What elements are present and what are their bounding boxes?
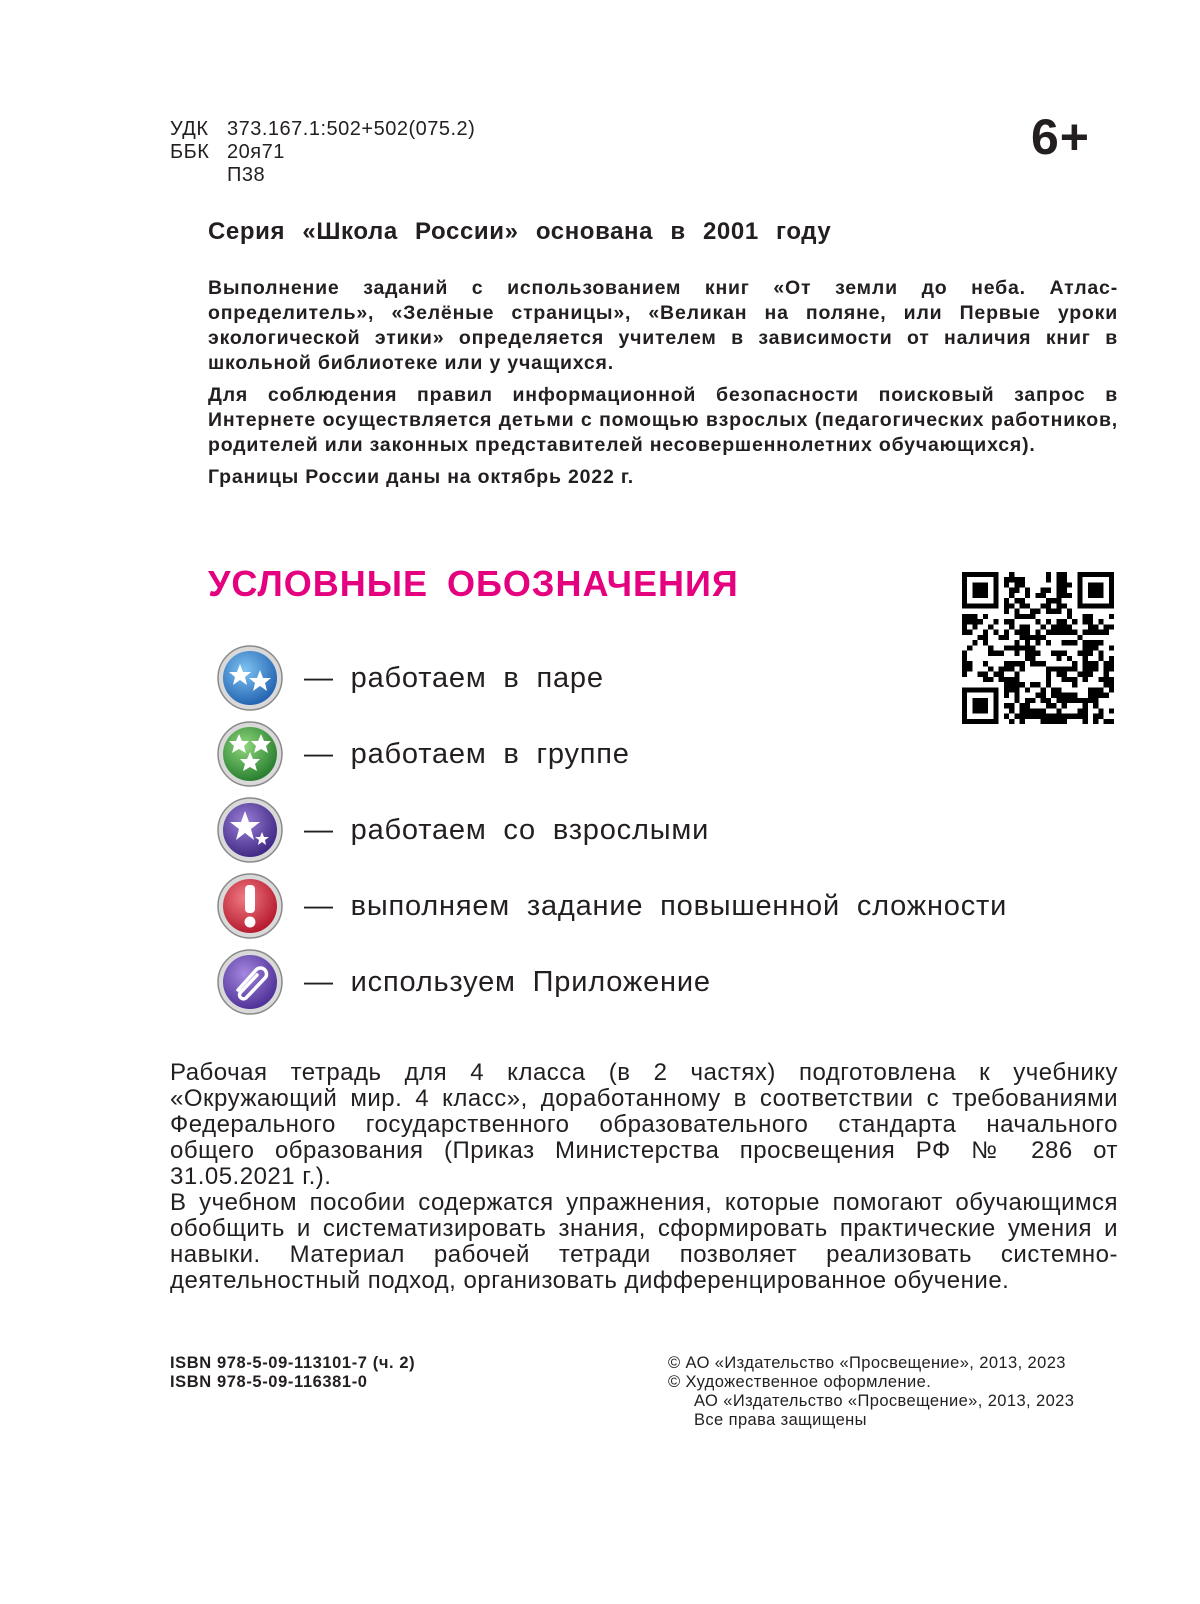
isbn-line: ISBN 978-5-09-113101-7 (ч. 2) xyxy=(170,1354,416,1372)
copyright-line: © Художественное оформление. xyxy=(668,1373,932,1391)
two-stars-blue-icon xyxy=(216,644,284,712)
legend-title: УСЛОВНЫЕ ОБОЗНАЧЕНИЯ xyxy=(208,563,739,604)
note-books: Выполнение заданий с использованием книг «От земли до неба. Атлас-определитель», «Зелёные страницы», «Великан на поляне, или Первые уроки экологической этики» определяется учителем в зависимости от наличия книг в школьной библиотеке или у учащихся. xyxy=(208,277,1118,374)
note-internet-safety: Для соблюдения правил информационной безопасности поисковый запрос в Интернете осуществляется детьми с помощью взрослых (педагогических работников, родителей или законных представителей несовершеннолетних обучающихся). xyxy=(208,384,1118,456)
legend-text-adults: — работаем со взрослыми xyxy=(304,813,710,846)
exclamation-red-icon xyxy=(216,872,284,940)
paperclip-purple-icon xyxy=(216,948,284,1016)
legend-item-appendix xyxy=(216,944,1007,1020)
legend-item-group xyxy=(216,716,1007,792)
notes-block xyxy=(208,276,1118,497)
legend-list xyxy=(216,640,1007,1020)
udk-value: 373.167.1:502+502(075.2) xyxy=(227,118,476,140)
legend-text-hard: — выполняем задание повышенной сложности xyxy=(304,889,1008,922)
legend-item-adults xyxy=(216,792,1007,868)
author-mark: П38 xyxy=(227,164,266,186)
description-paragraph: В учебном пособии содержатся упражнения, которые помогают обучающимся обобщить и систематизировать знания, сформировать практические умения и навыки. Материал рабочей тетради позволяет реализовать системно-деятельностный подход, организовать дифференцированное обучение. xyxy=(170,1189,1118,1294)
three-stars-green-icon xyxy=(216,720,284,788)
legend-text-group: — работаем в группе xyxy=(304,737,630,770)
bbk-label: ББК xyxy=(170,141,210,163)
series-line: Серия «Школа России» основана в 2001 году xyxy=(208,218,832,245)
copyright-line: АО «Издательство «Просвещение», 2013, 2023 xyxy=(694,1392,1075,1410)
copyright-line: © АО «Издательство «Просвещение», 2013, 2023 xyxy=(668,1354,1066,1372)
legend-text-appendix: — используем Приложение xyxy=(304,965,711,998)
bbk-value: 20я71 xyxy=(227,141,285,163)
isbn-block xyxy=(170,1354,415,1392)
copyright-line: Все права защищены xyxy=(694,1411,867,1429)
star-with-small-star-purple-icon xyxy=(216,796,284,864)
description-paragraph: Рабочая тетрадь для 4 класса (в 2 частях) подготовлена к учебнику «Окружающий мир. 4 класс», доработанному в соответствии с требованиями Федерального государственного образовательного стандарта начального общего образования (Приказ Министерства просвещения РФ № 286 от 31.05.2021 г.). xyxy=(170,1059,1118,1190)
udk-label: УДК xyxy=(170,118,209,140)
isbn-line: ISBN 978-5-09-116381-0 xyxy=(170,1373,368,1391)
note-borders: Границы России даны на октябрь 2022 г. xyxy=(208,466,635,488)
classification-block xyxy=(170,118,475,187)
description-block xyxy=(170,1060,1118,1294)
legend-item-hard xyxy=(216,868,1007,944)
legend-item-pair xyxy=(216,640,1007,716)
age-rating: 6+ xyxy=(1030,109,1090,165)
legend-text-pair: — работаем в паре xyxy=(304,661,604,694)
copyright-block xyxy=(668,1354,1118,1430)
